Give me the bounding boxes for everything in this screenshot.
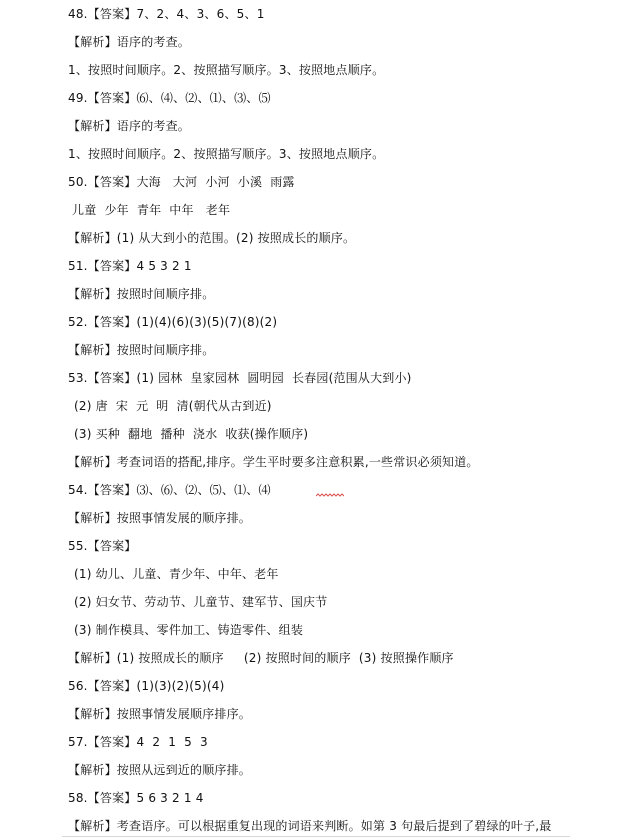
- q53-answer: 53.【答案】(1) 园林 皇家园林 圆明园 长春园(范围从大到小): [68, 371, 412, 385]
- q49-answer: 49.【答案】⑹、⑷、⑵、⑴、⑶、⑸: [68, 91, 271, 105]
- q55-analysis: 【解析】(1) 按照成长的顺序 (2) 按照时间的顺序 (3) 按照操作顺序: [68, 651, 454, 665]
- q51-answer: 51.【答案】4 5 3 2 1: [68, 259, 192, 273]
- q50-answer-2: 儿童 少年 青年 中年 老年: [68, 203, 231, 217]
- q55-answer-1: (1) 幼儿、儿童、青少年、中年、老年: [74, 567, 279, 581]
- q56-answer: 56.【答案】(1)(3)(2)(5)(4): [68, 679, 225, 693]
- spellcheck-squiggle: [316, 493, 344, 499]
- q52-answer: 52.【答案】(1)(4)(6)(3)(5)(7)(8)(2): [68, 315, 278, 329]
- q48-analysis: 【解析】语序的考查。: [68, 35, 191, 49]
- q48-detail: 1、按照时间顺序。2、按照描写顺序。3、按照地点顺序。: [68, 63, 385, 77]
- q54-analysis: 【解析】按照事情发展的顺序排。: [68, 511, 252, 525]
- q52-analysis: 【解析】按照时间顺序排。: [68, 343, 215, 357]
- page-bottom-rule: [62, 836, 570, 837]
- q55-answer-2: (2) 妇女节、劳动节、儿童节、建军节、国庆节: [74, 595, 328, 609]
- q54-answer: 54.【答案】⑶、⑹、⑵、⑸、⑴、⑷: [68, 483, 271, 497]
- q50-analysis: 【解析】(1) 从大到小的范围。(2) 按照成长的顺序。: [68, 231, 356, 245]
- q56-analysis: 【解析】按照事情发展顺序排序。: [68, 707, 252, 721]
- q50-answer: 50.【答案】大海 大河 小河 小溪 雨露: [68, 175, 295, 189]
- q53-answer-2: (2) 唐 宋 元 明 清(朝代从古到近): [74, 399, 272, 413]
- q53-answer-3: (3) 买种 翻地 播种 浇水 收获(操作顺序): [74, 427, 309, 441]
- q53-analysis: 【解析】考查词语的搭配,排序。学生平时要多注意积累,一些常识必须知道。: [68, 455, 479, 469]
- q58-answer: 58.【答案】5 6 3 2 1 4: [68, 791, 204, 805]
- q51-analysis: 【解析】按照时间顺序排。: [68, 287, 215, 301]
- q57-analysis: 【解析】按照从远到近的顺序排。: [68, 763, 252, 777]
- q57-answer: 57.【答案】4 2 1 5 3: [68, 735, 208, 749]
- q49-detail: 1、按照时间顺序。2、按照描写顺序。3、按照地点顺序。: [68, 147, 385, 161]
- q49-analysis: 【解析】语序的考查。: [68, 119, 191, 133]
- q58-analysis: 【解析】考查语序。可以根据重复出现的词语来判断。如第 3 句最后提到了碧绿的叶子,最: [68, 819, 552, 833]
- q48-answer: 48.【答案】7、2、4、3、6、5、1: [68, 7, 265, 21]
- q55-answer: 55.【答案】: [68, 539, 137, 553]
- q55-answer-3: (3) 制作模具、零件加工、铸造零件、组装: [74, 623, 304, 637]
